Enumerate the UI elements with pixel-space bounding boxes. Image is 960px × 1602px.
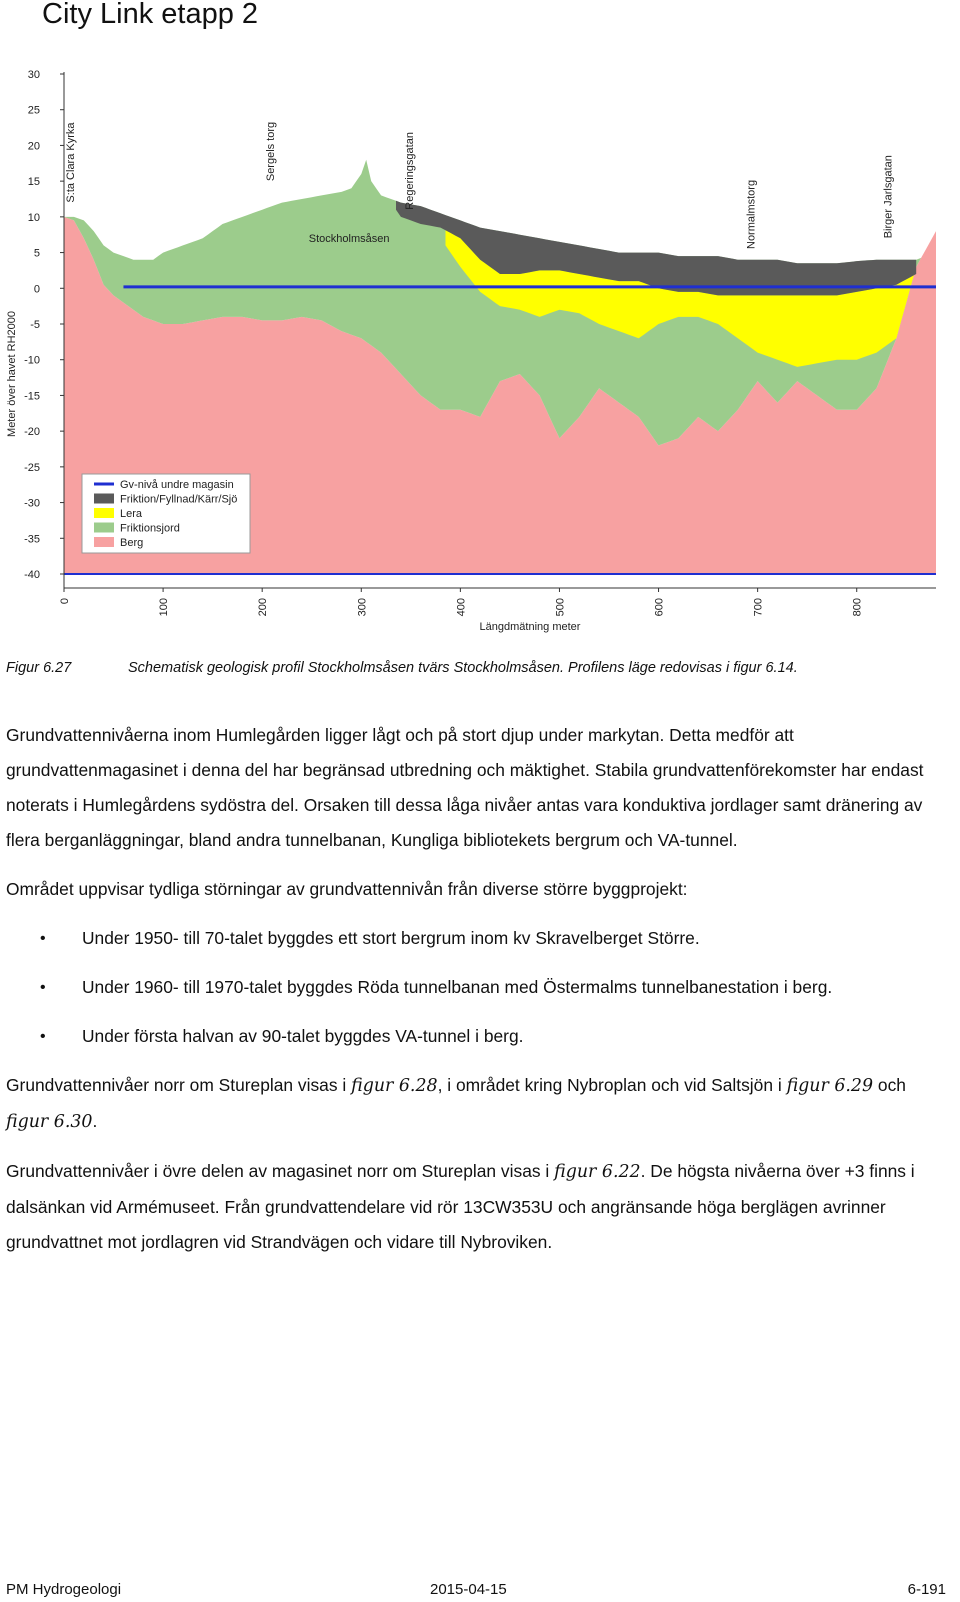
legend-label: Friktion/Fyllnad/Kärr/Sjö [120, 493, 238, 506]
y-tick-label: 10 [27, 211, 40, 224]
x-tick-label: 100 [158, 598, 171, 617]
x-tick-label: 500 [554, 598, 567, 617]
x-tick-label: 0 [59, 598, 71, 605]
list-item: • Under 1950- till 70-talet byggdes ett stort bergrum inom kv Skravelberget Större. [6, 921, 951, 956]
footer-date: 2015-04-15 [430, 1581, 507, 1598]
chart-annotation: Normalmstorg [745, 179, 758, 249]
x-axis-label: Längdmätning meter [479, 621, 581, 633]
legend-label: Lera [120, 508, 143, 520]
geological-profile-chart [0, 60, 960, 640]
text-run: . De högsta nivåerna över +3 finns i dalsänkan vid Armémuseet. Från grundvattendelare vid rör 13CW353U och angränsande höga berglägen avrinner grundvattnet mot jordlagren vid Strandvägen och vidare till Nybroviken. [6, 1161, 915, 1252]
figure-reference: figur 6.28 [351, 1076, 438, 1096]
paragraph-1: Grundvattennivåerna inom Humlegården ligger lågt och på stort djup under markytan. Detta medför att grundvattenmagasinet i denna del har begränsad utbredning och mäktighet. Stabila grundvattenförekomster har endast noterats i Humlegårdens sydöstra del. Orsaken till dessa låga nivåer antas vara konduktiva jordlager samt dränering av flera berganläggningar, bland andra tunnelbanan, Kungliga bibliotekets bergrum och VA-tunnel. [6, 725, 924, 850]
bullet-list [6, 921, 951, 1054]
x-tick-label: 300 [356, 598, 369, 617]
y-tick-label: -25 [24, 461, 40, 474]
y-tick-label: -20 [24, 426, 40, 439]
y-tick-label: -5 [30, 319, 40, 331]
y-tick-label: 5 [33, 247, 40, 260]
x-tick-label: 600 [653, 598, 666, 617]
y-tick-label: -40 [24, 569, 40, 581]
list-item: • Under första halvan av 90-talet byggdes VA-tunnel i berg. [6, 1019, 951, 1054]
legend-swatch [94, 508, 114, 518]
x-tick-label: 200 [257, 598, 270, 617]
y-tick-label: 0 [33, 283, 40, 296]
list-item: • Under 1960- till 1970-talet byggdes Röda tunnelbanan med Östermalms tunnelbanestation i berg. [6, 970, 951, 1005]
figure-caption [6, 660, 798, 676]
footer-left: PM Hydrogeologi [6, 1581, 122, 1598]
legend-swatch [94, 523, 114, 533]
y-tick-label: -35 [24, 533, 40, 546]
y-tick-label: 25 [27, 104, 40, 117]
text-run: Grundvattennivåer norr om Stureplan visas i [6, 1075, 347, 1095]
figure-reference: figur 6.29 [786, 1076, 874, 1096]
paragraph-3 [6, 1068, 951, 1140]
text-run: , i området kring Nybroplan och vid Saltsjön i [437, 1075, 782, 1095]
legend-swatch [94, 494, 114, 504]
x-tick-label: 800 [851, 598, 864, 617]
chart-annotation: Regeringsgatan [403, 132, 416, 210]
legend-label: Gv-nivå undre magasin [120, 479, 234, 491]
paragraph-2: Området uppvisar tydliga störningar av grundvattennivån från diverse större byggprojekt: [6, 879, 688, 899]
paragraph-4 [6, 1154, 951, 1260]
footer-page-number: 6-191 [907, 1581, 946, 1598]
figure-reference: figur 6.22 [554, 1162, 641, 1182]
figure-number: Figur 6.27 [6, 660, 72, 676]
x-tick-label: 400 [455, 598, 468, 617]
text-run: och [877, 1075, 906, 1095]
body-text [6, 718, 951, 1274]
y-tick-label: 30 [27, 69, 40, 81]
text-run: Grundvattennivåer i övre delen av magasinet norr om Stureplan visas i [6, 1161, 550, 1181]
y-tick-label: 15 [27, 176, 40, 189]
y-axis-label: Meter över havet RH2000 [6, 311, 18, 437]
x-tick-label: 700 [752, 598, 765, 617]
legend-label: Berg [120, 537, 144, 549]
chart-annotation: Sergels torg [265, 121, 278, 182]
figure-caption-text: Schematisk geologisk profil Stockholmsåsen tvärs Stockholmsåsen. Profilens läge redovisas i figur 6.14. [128, 660, 798, 676]
chart-annotation: Birger Jarlsgatan [882, 155, 895, 239]
page-title: City Link etapp 2 [42, 0, 259, 30]
text-run: . [92, 1111, 98, 1131]
legend-swatch [94, 537, 114, 547]
y-tick-label: -10 [24, 354, 40, 367]
chart-legend [82, 474, 250, 553]
figure-reference: figur 6.30 [6, 1112, 93, 1132]
chart-annotation: Stockholmsåsen [308, 232, 390, 245]
y-tick-label: -15 [24, 390, 40, 403]
chart-annotation: S:ta Clara Kyrka [64, 122, 77, 203]
y-tick-label: 20 [27, 140, 40, 153]
y-tick-label: -30 [24, 497, 40, 510]
legend-label: Friktionsjord [120, 522, 180, 535]
